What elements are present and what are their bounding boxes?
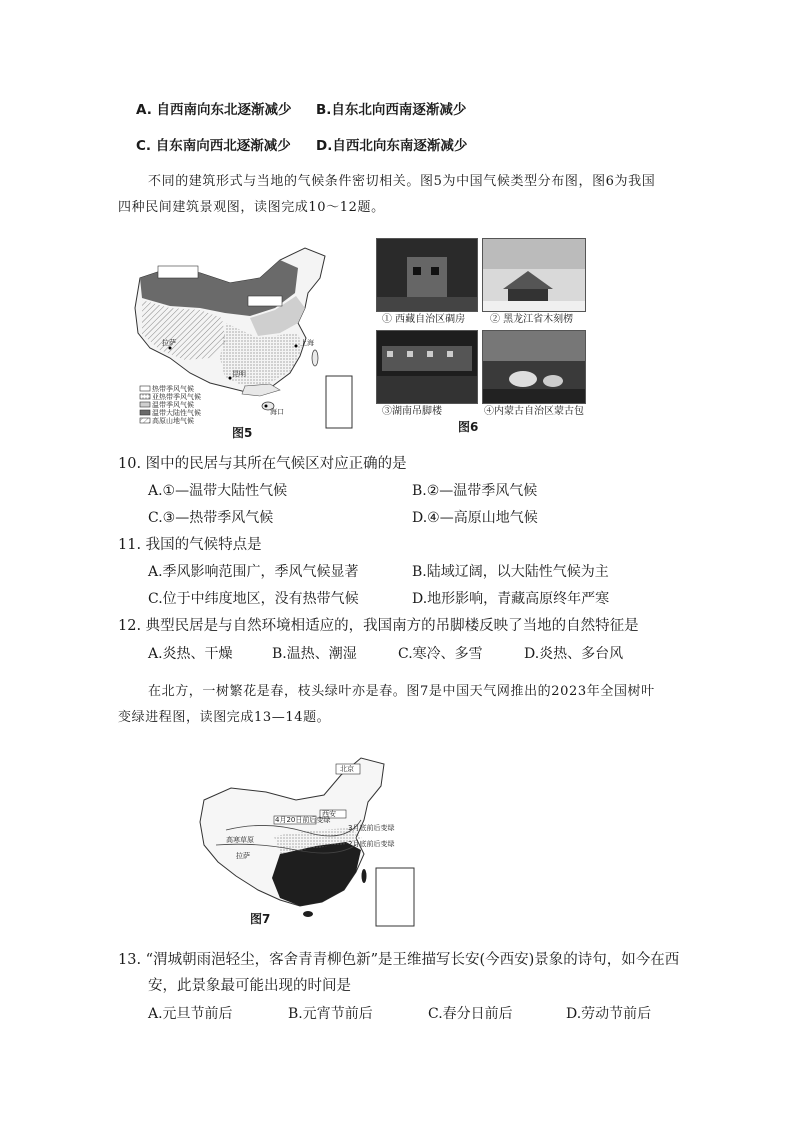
q10-stem: 10. 图中的民居与其所在气候区对应正确的是 [118,456,407,472]
intro2-line2: 变绿进程图，读图完成13—14题。 [118,710,331,725]
figure-7-greening-map [196,750,426,930]
q13-d: D.劳动节前后 [566,1006,652,1022]
caption-3: ③湖南吊脚楼 [382,406,442,417]
place-beijing: 北京 [340,765,354,773]
q12-a: A.炎热、干燥 [148,646,233,662]
q11-c: C.位于中纬度地区，没有热带气候 [148,591,359,607]
figure-5-label: 图5 [232,426,253,440]
q12-d: D.炎热、多台风 [524,646,624,662]
q10-c: C.③—热带季风气候 [148,510,274,526]
q10-d: D.④—高原山地气候 [412,510,538,526]
option-a-prev: A. 自西南向东北逐渐减少 [136,102,292,118]
q13-stem-line2: 安，此景象最可能出现的时间是 [148,978,351,994]
q13-a: A.元旦节前后 [148,1006,233,1022]
q11-stem: 11. 我国的气候特点是 [118,537,262,553]
q11-a: A.季风影响范围广，季风气候显著 [148,564,359,580]
note-apr20: 4月20日前后变绿 [275,816,331,824]
q11-b: B.陆域辽阔，以大陆性气候为主 [412,564,609,580]
legend-4: 温带大陆性气候 [152,409,201,417]
caption-1: ① 西藏自治区碉房 [382,314,466,325]
china-greening-map-icon [196,750,426,930]
q12-stem: 12. 典型民居是与自然环境相适应的，我国南方的吊脚楼反映了当地的自然特征是 [118,618,639,634]
intro2-line1: 在北方，一树繁花是春，枝头绿叶亦是春。图7是中国天气网推出的2023年全国树叶 [148,684,655,699]
photo-mongolian-yurt [482,330,586,404]
note-alpine: 高寒草原 [226,836,254,844]
intro1-line2: 四种民间建筑景观图，读图完成10～12题。 [118,200,385,215]
place-xian: 西安 [322,810,336,818]
option-b-prev: B.自东北向西南逐渐减少 [316,102,467,118]
caption-2: ② 黑龙江省木刻楞 [490,314,574,325]
legend-1: 热带季风气候 [152,385,194,393]
q13-c: C.春分日前后 [428,1006,513,1022]
legend-3: 温带季风气候 [152,401,194,409]
china-climate-map-icon [130,238,362,438]
q10-a: A.①—温带大陆性气候 [148,483,288,499]
q12-c: C.寒冷、多雪 [398,646,483,662]
place-kunming: 昆明 [232,370,246,378]
q13-b: B.元宵节前后 [288,1006,373,1022]
legend-5: 高原山地气候 [152,417,194,425]
figure-6-label: 图6 [458,420,479,434]
place-haikou: 海口 [270,408,284,416]
figure-5-climate-map [130,238,362,438]
photo-heilongjiang-cabin [482,238,586,312]
note-feb-end: 2月底前后变绿 [348,840,395,848]
q13-stem-line1: 13. “渭城朝雨浥轻尘，客舍青青柳色新”是王维描写长安(今西安)景象的诗句，如今在西 [118,952,680,968]
caption-4: ④内蒙古自治区蒙古包 [484,406,584,417]
photo-tibet-house [376,238,478,312]
place-lasa-2: 拉萨 [236,852,250,860]
legend-2: 亚热带季风气候 [152,393,201,401]
photo-hunan-stilt-house [376,330,478,404]
place-shanghai: 上海 [300,339,314,347]
q11-d: D.地形影响，青藏高原终年严寒 [412,591,610,607]
figure-7-label: 图7 [250,912,271,926]
note-mar-end: 3月底前后变绿 [348,824,395,832]
intro1-line1: 不同的建筑形式与当地的气候条件密切相关。图5为中国气候类型分布图，图6为我国 [148,174,656,189]
option-c-prev: C. 自东南向西北逐渐减少 [136,138,291,154]
place-lasa: 拉萨 [162,339,176,347]
q12-b: B.温热、潮湿 [272,646,357,662]
option-d-prev: D.自西北向东南逐渐减少 [316,138,468,154]
q10-b: B.②—温带季风气候 [412,483,538,499]
